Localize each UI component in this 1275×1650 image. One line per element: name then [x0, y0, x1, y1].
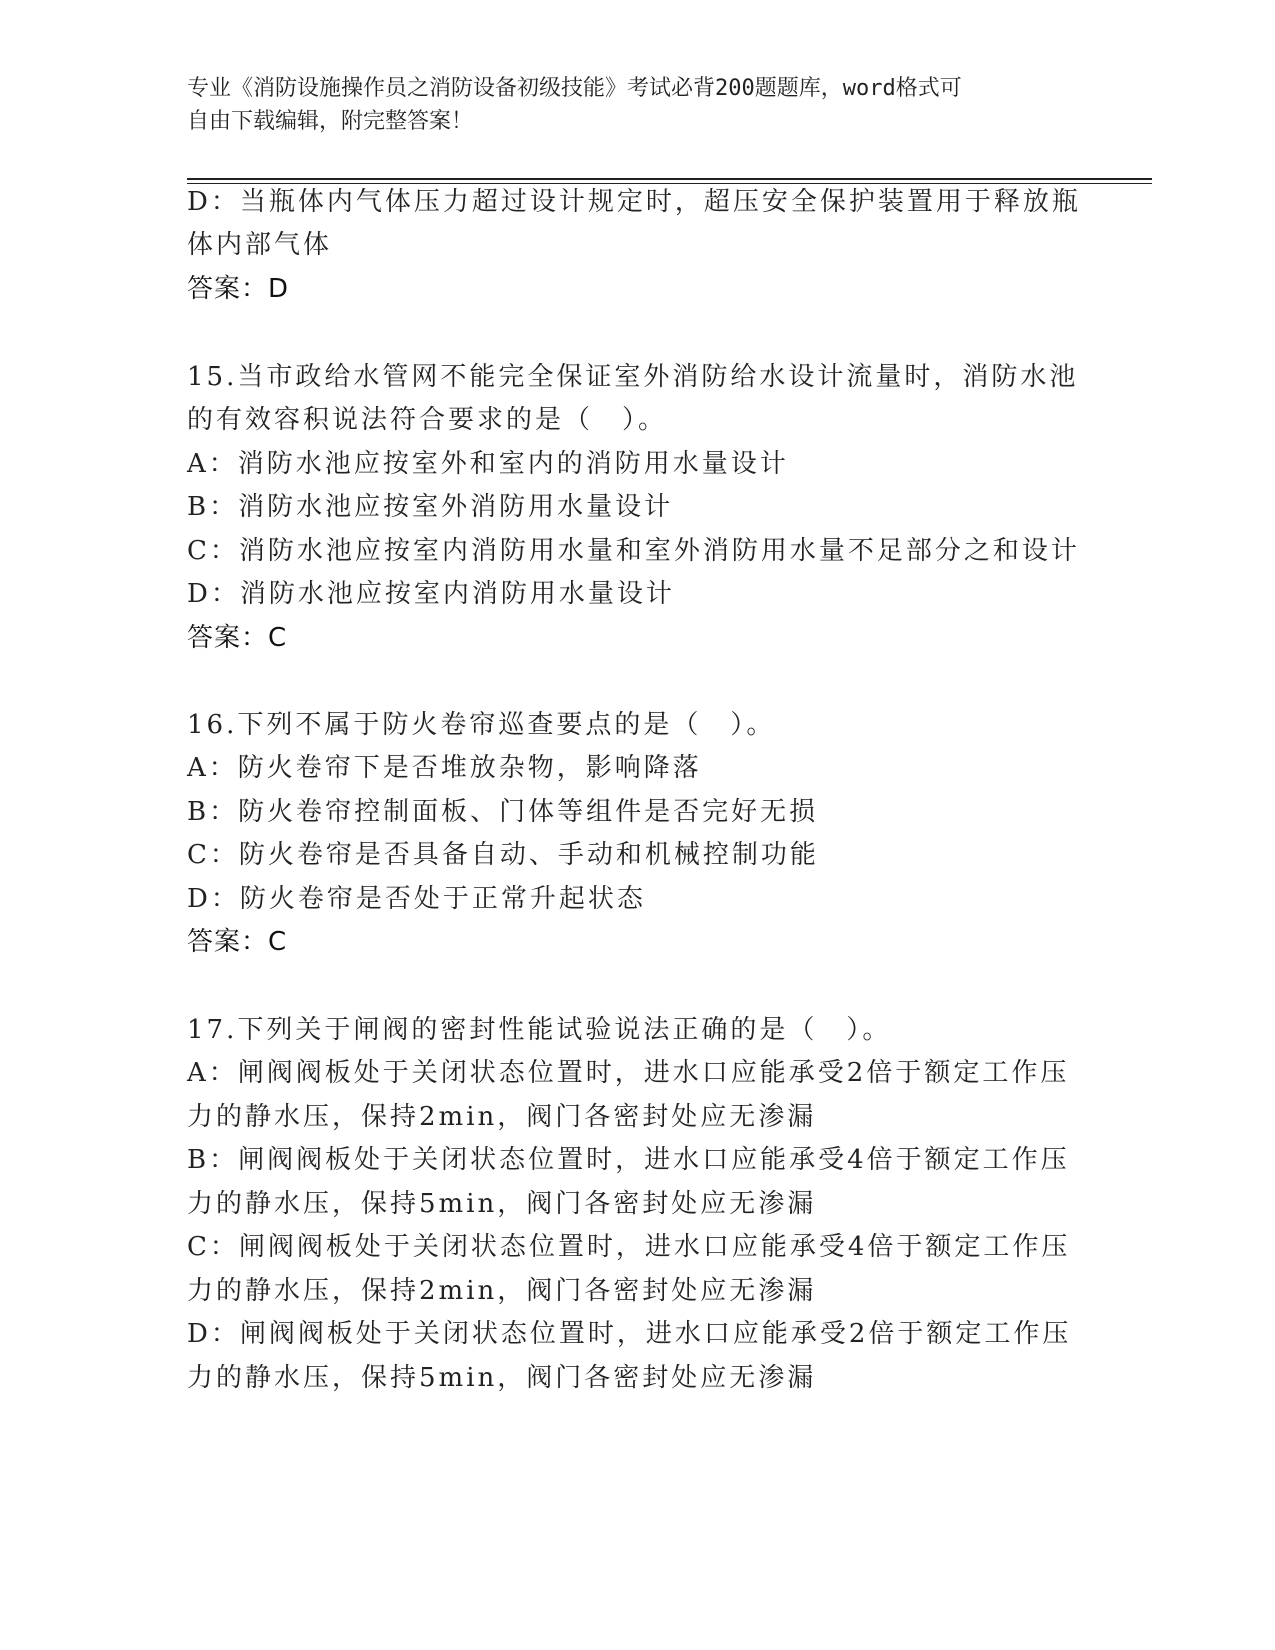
- q17-option-a-line-1: A：闸阀阀板处于关闭状态位置时，进水口应能承受2倍于额定工作压: [187, 1058, 1070, 1088]
- q17-option-c-line-2: 力的静水压，保持2min，阀门各密封处应无渗漏: [187, 1276, 817, 1306]
- q15-stem-line-1: 15.当市政给水管网不能完全保证室外消防给水设计流量时，消防水池: [187, 362, 1079, 392]
- q16-option-b: B：防火卷帘控制面板、门体等组件是否完好无损: [187, 797, 819, 827]
- q17-option-b-line-1: B：闸阀阀板处于关闭状态位置时，进水口应能承受4倍于额定工作压: [187, 1145, 1070, 1175]
- q15-option-d: D：消防水池应按室内消防用水量设计: [187, 579, 675, 609]
- q17-option-c-line-1: C：闸阀阀板处于关闭状态位置时，进水口应能承受4倍于额定工作压: [187, 1232, 1071, 1262]
- q15-option-b: B：消防水池应按室外消防用水量设计: [187, 492, 674, 522]
- q14-answer: 答案：D: [187, 274, 290, 304]
- q17-stem-line-1: 17.下列关于闸阀的密封性能试验说法正确的是（ ）。: [187, 1015, 892, 1045]
- q16-answer: 答案：C: [187, 927, 288, 957]
- q17-option-b-line-2: 力的静水压，保持5min，阀门各密封处应无渗漏: [187, 1189, 817, 1219]
- q15-answer: 答案：C: [187, 623, 288, 653]
- q17-option-d-line-1: D：闸阀阀板处于关闭状态位置时，进水口应能承受2倍于额定工作压: [187, 1319, 1072, 1349]
- q16-option-c: C：防火卷帘是否具备自动、手动和机械控制功能: [187, 840, 819, 870]
- q17-option-a-line-2: 力的静水压，保持2min，阀门各密封处应无渗漏: [187, 1102, 817, 1132]
- document-header: [187, 72, 1067, 138]
- header-divider-thin: [187, 183, 1152, 184]
- q16-option-d: D：防火卷帘是否处于正常升起状态: [187, 884, 646, 914]
- q15-stem-line-2: 的有效容积说法符合要求的是（ ）。: [187, 405, 668, 435]
- q14-option-d-line-2: 体内部气体: [187, 230, 333, 260]
- q15-option-c: C：消防水池应按室内消防用水量和室外消防用水量不足部分之和设计: [187, 536, 1080, 566]
- q14-option-d-line-1: D：当瓶体内气体压力超过设计规定时，超压安全保护装置用于释放瓶: [187, 187, 1081, 217]
- header-line-2: 自由下载编辑，附完整答案！: [187, 109, 474, 134]
- q16-stem-line-1: 16.下列不属于防火卷帘巡查要点的是（ ）。: [187, 710, 776, 740]
- header-line-1: 专业《消防设施操作员之消防设备初级技能》考试必背200题题库，word格式可: [187, 76, 962, 101]
- q15-option-a: A：消防水池应按室外和室内的消防用水量设计: [187, 449, 789, 479]
- q17-option-d-line-2: 力的静水压，保持5min，阀门各密封处应无渗漏: [187, 1363, 817, 1393]
- q16-option-a: A：防火卷帘下是否堆放杂物，影响降落: [187, 753, 702, 783]
- header-divider-thick: [187, 178, 1152, 180]
